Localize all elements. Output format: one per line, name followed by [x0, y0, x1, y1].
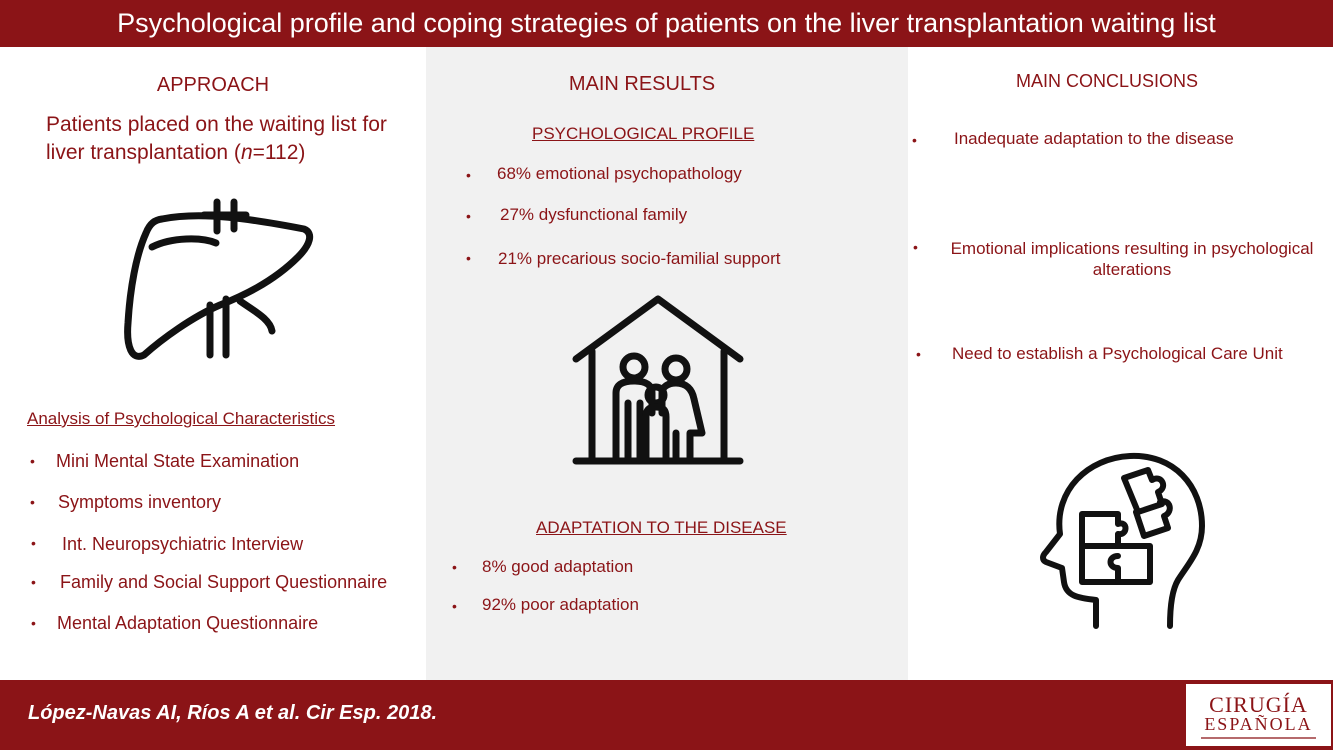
footer-bar	[0, 680, 1333, 750]
approach-title: APPROACH	[156, 74, 270, 96]
list-item: Family and Social Support Questionnaire	[60, 572, 388, 592]
bullet-icon: •	[452, 559, 457, 575]
results-column	[426, 47, 908, 680]
profile-title: PSYCHOLOGICAL PROFILE	[532, 124, 755, 143]
page-header	[0, 0, 1333, 47]
conclusions-column	[908, 47, 1333, 680]
page-title: Psychological profile and coping strategies of patients on the liver transplantation waiting list	[117, 8, 1216, 38]
list-item: Emotional implications resulting in psychological alterations	[950, 239, 1314, 279]
conclusions-title: MAIN CONCLUSIONS	[1015, 71, 1199, 91]
liver-icon	[122, 197, 317, 362]
intro-n: n	[240, 141, 253, 164]
list-item: 8% good adaptation	[482, 557, 634, 576]
bullet-icon: •	[913, 239, 918, 255]
adaptation-title: ADAPTATION TO THE DISEASE	[536, 518, 787, 537]
bullet-icon: •	[30, 453, 35, 469]
approach-column	[0, 47, 426, 680]
family-house-icon	[570, 293, 746, 469]
analysis-title: Analysis of Psychological Characteristics	[27, 409, 336, 428]
list-item: Int. Neuropsychiatric Interview	[62, 534, 304, 554]
approach-intro	[46, 111, 416, 167]
bullet-icon: •	[912, 132, 917, 148]
list-item: Symptoms inventory	[58, 492, 222, 512]
logo-line1: CIRUGÍA	[1209, 692, 1308, 717]
bullet-icon: •	[31, 615, 36, 631]
list-item: 27% dysfunctional family	[500, 205, 688, 224]
list-item: 21% precarious socio-familial support	[498, 249, 781, 268]
bullet-icon: •	[466, 167, 471, 183]
list-item: Need to establish a Psychological Care Unit	[952, 344, 1283, 363]
bullet-icon: •	[30, 494, 35, 510]
bullet-icon: •	[466, 250, 471, 266]
list-item: Mini Mental State Examination	[56, 451, 300, 471]
intro-prefix: Patients placed on the waiting list for liver transplantation (	[46, 113, 387, 164]
citation: López-Navas AI, Ríos A et al. Cir Esp. 2018.	[28, 702, 438, 724]
list-item: Mental Adaptation Questionnaire	[57, 613, 319, 633]
logo-tagline	[1201, 737, 1316, 739]
list-item: Inadequate adaptation to the disease	[954, 129, 1234, 148]
list-item: 92% poor adaptation	[482, 595, 639, 614]
head-puzzle-icon	[1038, 450, 1208, 630]
journal-logo	[1186, 684, 1331, 746]
bullet-icon: •	[916, 346, 921, 362]
intro-suffix: =112)	[252, 141, 306, 164]
list-item: 68% emotional psychopathology	[497, 164, 742, 183]
logo-line2: ESPAÑOLA	[1204, 714, 1313, 734]
bullet-icon: •	[31, 574, 36, 590]
bullet-icon: •	[466, 208, 471, 224]
bullet-icon: •	[452, 598, 457, 614]
results-title: MAIN RESULTS	[568, 73, 716, 95]
bullet-icon: •	[31, 535, 36, 551]
